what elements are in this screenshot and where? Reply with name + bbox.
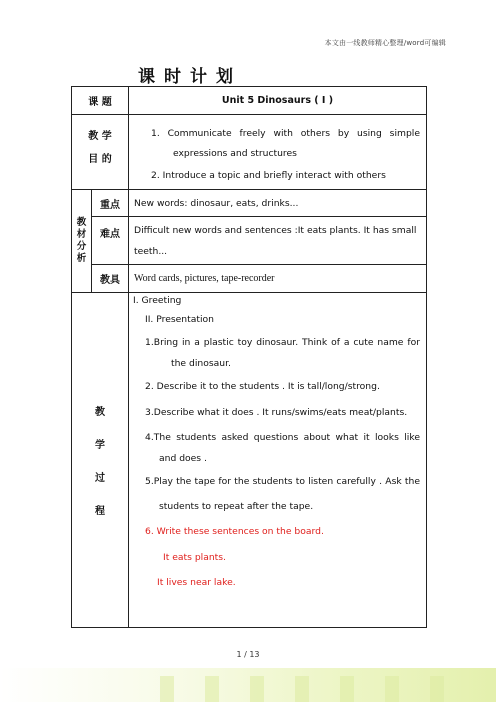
process-line-3: 1.Bring in a plastic toy dinosaur. Think of a cute name for <box>145 337 420 348</box>
band-stripe <box>295 676 309 702</box>
header-note: 本文由一线教师精心整理/word可编辑 <box>324 39 446 47</box>
band-stripe <box>385 676 399 702</box>
topic-label: 课 题 <box>72 87 129 115</box>
process-value <box>129 293 427 628</box>
difficulty-line-1: Difficult new words and sentences :It eats plants. It has small <box>134 225 417 236</box>
objectives-value <box>129 115 427 190</box>
objective-2: 2. Introduce a topic and briefly interact with others <box>151 170 386 181</box>
band-stripe <box>205 676 219 702</box>
objectives-label <box>72 115 129 190</box>
process-line-12: It eats plants. <box>163 552 226 563</box>
objective-1: 1. Communicate freely with others by using simple <box>151 128 420 139</box>
difficulty-label: 难点 <box>92 217 129 265</box>
process-line-7: 4.The students asked questions about what it looks like <box>145 432 420 443</box>
material-char-1: 教 <box>76 217 87 228</box>
key-label: 重点 <box>92 190 129 217</box>
process-line-2: II. Presentation <box>145 314 214 325</box>
key-row <box>72 190 427 217</box>
process-char-4: 程 <box>95 506 105 517</box>
process-char-3: 过 <box>95 473 105 484</box>
aids-value: Word cards, pictures, tape-recorder <box>129 265 427 293</box>
process-line-11: 6. Write these sentences on the board. <box>145 526 324 537</box>
process-line-13: It lives near lake. <box>157 577 236 588</box>
topic-row <box>72 87 427 115</box>
band-stripe <box>430 676 444 702</box>
process-line-10: students to repeat after the tape. <box>159 501 314 512</box>
process-char-2: 学 <box>95 440 105 451</box>
process-char-1: 教 <box>95 407 105 418</box>
aids-row <box>72 265 427 293</box>
topic-value: Unit 5 Dinosaurs ( Ⅰ ) <box>129 87 427 115</box>
objectives-label-line2: 目 的 <box>88 154 112 165</box>
process-line-9: 5.Play the tape for the students to listen carefully . Ask the <box>145 476 420 487</box>
objectives-label-line1: 教 学 <box>88 131 112 142</box>
process-line-8: and does . <box>159 453 207 464</box>
band-stripe <box>340 676 354 702</box>
band-stripe <box>250 676 264 702</box>
lesson-plan-table <box>71 86 427 628</box>
material-char-2: 材 <box>76 229 87 240</box>
objective-1-cont: expressions and structures <box>173 148 297 159</box>
aids-label: 教具 <box>92 265 129 293</box>
difficulty-line-2: teeth... <box>134 246 168 257</box>
difficulty-value <box>129 217 427 265</box>
process-label <box>72 293 129 628</box>
objectives-row <box>72 115 427 190</box>
difficulty-row <box>72 217 427 265</box>
key-value: New words: dinosaur, eats, drinks... <box>129 190 427 217</box>
process-line-6: 3.Describe what it does . It runs/swims/eats meat/plants. <box>145 407 408 418</box>
process-line-4: the dinosaur. <box>171 358 231 369</box>
page-title: 课时计划 <box>138 67 242 87</box>
process-line-1: I. Greeting <box>133 295 182 306</box>
process-row <box>72 293 427 628</box>
material-char-3: 分 <box>76 241 87 252</box>
material-analysis-label <box>72 190 92 293</box>
page-number: 1 / 13 <box>236 650 260 659</box>
decorative-band <box>0 668 496 702</box>
band-stripe <box>160 676 174 702</box>
process-line-5: 2. Describe it to the students . It is tall/long/strong. <box>145 381 380 392</box>
material-char-4: 析 <box>76 253 87 264</box>
